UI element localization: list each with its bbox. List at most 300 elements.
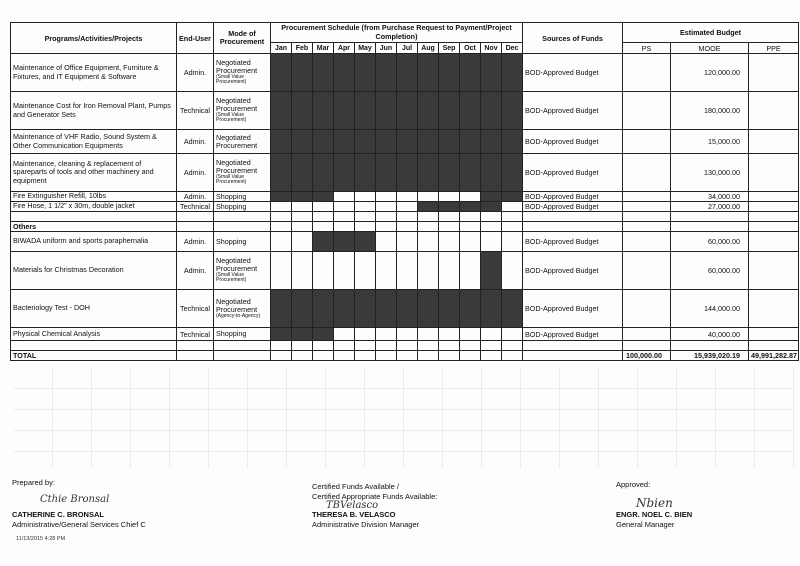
ps-cell bbox=[623, 192, 671, 202]
certified-name: THERESA B. VELASCO bbox=[312, 510, 396, 519]
procurement-plan-table bbox=[10, 22, 799, 361]
empty-cell bbox=[523, 222, 623, 232]
schedule-cell-jul bbox=[397, 232, 418, 252]
schedule-cell-dec bbox=[502, 328, 523, 341]
certified-signatory bbox=[312, 510, 419, 530]
empty-cell bbox=[418, 222, 439, 232]
schedule-cell-aug bbox=[418, 290, 439, 328]
schedule-cell-may bbox=[355, 130, 376, 154]
certified-label-1: Certified Funds Available / bbox=[312, 482, 399, 491]
schedule-cell-aug bbox=[418, 54, 439, 92]
header-month-jan: Jan bbox=[271, 43, 292, 54]
schedule-cell-aug bbox=[418, 154, 439, 192]
mode-main: Negotiated Procurement bbox=[216, 158, 258, 176]
ppe-cell bbox=[749, 92, 799, 130]
empty-cell bbox=[313, 351, 334, 361]
fund-source-cell: BOD-Approved Budget bbox=[523, 232, 623, 252]
mode-cell bbox=[214, 202, 271, 212]
schedule-cell-oct bbox=[460, 154, 481, 192]
empty-cell bbox=[376, 351, 397, 361]
mode-sub: (Agency-to-Agency) bbox=[216, 312, 261, 319]
table-row bbox=[11, 192, 799, 202]
schedule-cell-feb bbox=[292, 154, 313, 192]
schedule-cell-sep bbox=[439, 54, 460, 92]
header-ps: PS bbox=[623, 43, 671, 54]
ps-cell bbox=[623, 92, 671, 130]
schedule-cell-jan bbox=[271, 328, 292, 341]
certified-label-2: Certified Appropriate Funds Available: bbox=[312, 492, 438, 502]
schedule-cell-dec bbox=[502, 290, 523, 328]
schedule-cell-dec bbox=[502, 154, 523, 192]
table-row bbox=[11, 328, 799, 341]
ps-cell bbox=[623, 54, 671, 92]
schedule-cell-may bbox=[355, 290, 376, 328]
mooe-cell: 60,000.00 bbox=[671, 232, 749, 252]
schedule-cell-feb bbox=[292, 130, 313, 154]
mode-cell bbox=[214, 154, 271, 192]
mode-cell bbox=[214, 252, 271, 290]
prepared-by-block bbox=[12, 478, 55, 488]
empty-cell bbox=[523, 212, 623, 222]
empty-cell bbox=[623, 222, 671, 232]
schedule-cell-nov bbox=[481, 192, 502, 202]
empty-cell bbox=[397, 222, 418, 232]
empty-cell bbox=[313, 212, 334, 222]
header-mooe: MOOE bbox=[671, 43, 749, 54]
fund-source-cell: BOD-Approved Budget bbox=[523, 202, 623, 212]
schedule-cell-aug bbox=[418, 130, 439, 154]
ppe-cell bbox=[749, 328, 799, 341]
empty-cell bbox=[502, 341, 523, 351]
mode-main: Shopping bbox=[216, 201, 247, 211]
table-row bbox=[11, 154, 799, 192]
schedule-cell-jun bbox=[376, 252, 397, 290]
schedule-cell-dec bbox=[502, 130, 523, 154]
schedule-cell-jun bbox=[376, 92, 397, 130]
ppe-cell bbox=[749, 130, 799, 154]
header-month-jun: Jun bbox=[376, 43, 397, 54]
schedule-cell-sep bbox=[439, 328, 460, 341]
schedule-cell-mar bbox=[313, 290, 334, 328]
schedule-cell-nov bbox=[481, 290, 502, 328]
schedule-cell-apr bbox=[334, 252, 355, 290]
schedule-cell-jul bbox=[397, 202, 418, 212]
schedule-cell-jul bbox=[397, 130, 418, 154]
empty-cell bbox=[271, 351, 292, 361]
program-cell: Bacteriology Test - DOH bbox=[11, 290, 177, 328]
schedule-cell-jul bbox=[397, 252, 418, 290]
empty-cell bbox=[271, 212, 292, 222]
schedule-cell-mar bbox=[313, 54, 334, 92]
schedule-cell-dec bbox=[502, 92, 523, 130]
program-cell: Maintenance Cost for Iron Removal Plant, Pumps and Generator Sets bbox=[11, 92, 177, 130]
empty-cell bbox=[334, 351, 355, 361]
empty-cell bbox=[334, 212, 355, 222]
end-user-cell: Admin. bbox=[177, 252, 214, 290]
program-cell: Fire Hose, 1 1/2" x 30m, double jacket bbox=[11, 202, 177, 212]
mooe-cell: 120,000.00 bbox=[671, 54, 749, 92]
schedule-cell-jul bbox=[397, 328, 418, 341]
schedule-cell-jul bbox=[397, 192, 418, 202]
schedule-cell-sep bbox=[439, 290, 460, 328]
empty-cell bbox=[481, 351, 502, 361]
schedule-cell-nov bbox=[481, 232, 502, 252]
schedule-cell-may bbox=[355, 192, 376, 202]
fund-source-cell: BOD-Approved Budget bbox=[523, 328, 623, 341]
total-label: TOTAL bbox=[11, 351, 177, 361]
empty-cell bbox=[376, 222, 397, 232]
schedule-cell-apr bbox=[334, 154, 355, 192]
approved-label: Approved: bbox=[616, 480, 651, 489]
mode-main: Shopping bbox=[216, 329, 247, 339]
section-row bbox=[11, 222, 799, 232]
schedule-cell-oct bbox=[460, 252, 481, 290]
mode-main: Negotiated Procurement bbox=[216, 58, 258, 76]
schedule-cell-jan bbox=[271, 252, 292, 290]
schedule-cell-jan bbox=[271, 130, 292, 154]
empty-cell bbox=[313, 222, 334, 232]
schedule-cell-nov bbox=[481, 54, 502, 92]
end-user-cell: Admin. bbox=[177, 154, 214, 192]
mode-cell bbox=[214, 290, 271, 328]
schedule-cell-oct bbox=[460, 202, 481, 212]
program-cell: Maintenance of VHF Radio, Sound System & Other Communication Equipments bbox=[11, 130, 177, 154]
empty-cell bbox=[481, 212, 502, 222]
empty-cell bbox=[355, 212, 376, 222]
empty-cell bbox=[460, 351, 481, 361]
mode-main: Negotiated Procurement bbox=[216, 296, 258, 314]
schedule-cell-mar bbox=[313, 328, 334, 341]
schedule-cell-jun bbox=[376, 202, 397, 212]
empty-cell bbox=[177, 222, 214, 232]
fund-source-cell: BOD-Approved Budget bbox=[523, 252, 623, 290]
schedule-cell-jan bbox=[271, 92, 292, 130]
empty-cell bbox=[376, 212, 397, 222]
mode-sub: (Small Value Procurement) bbox=[216, 272, 247, 284]
schedule-cell-sep bbox=[439, 130, 460, 154]
prepared-signature: Cthie Bronsal bbox=[40, 494, 110, 505]
empty-cell bbox=[749, 212, 799, 222]
empty-cell bbox=[313, 341, 334, 351]
blank-row bbox=[11, 212, 799, 222]
header-month-may: May bbox=[355, 43, 376, 54]
empty-cell bbox=[397, 341, 418, 351]
header-month-nov: Nov bbox=[481, 43, 502, 54]
schedule-cell-oct bbox=[460, 92, 481, 130]
end-user-cell: Technical bbox=[177, 92, 214, 130]
empty-cell bbox=[749, 222, 799, 232]
ppe-cell bbox=[749, 192, 799, 202]
mode-cell bbox=[214, 130, 271, 154]
certified-title: Administrative Division Manager bbox=[312, 520, 420, 530]
ps-cell bbox=[623, 130, 671, 154]
empty-cell bbox=[460, 222, 481, 232]
total-ps: 100,000.00 bbox=[623, 351, 671, 361]
approved-name: ENGR. NOEL C. BIEN bbox=[616, 510, 693, 519]
mooe-cell: 144,000.00 bbox=[671, 290, 749, 328]
empty-cell bbox=[376, 341, 397, 351]
end-user-cell: Admin. bbox=[177, 130, 214, 154]
program-cell: Maintenance of Office Equipment, Furniture & Fixtures, and IT Equipment & Software bbox=[11, 54, 177, 92]
header-month-mar: Mar bbox=[313, 43, 334, 54]
schedule-cell-jan bbox=[271, 192, 292, 202]
mode-main: Negotiated Procurement bbox=[216, 256, 258, 274]
schedule-cell-oct bbox=[460, 290, 481, 328]
schedule-cell-jan bbox=[271, 54, 292, 92]
total-row bbox=[11, 351, 799, 361]
total-mooe: 15,939,020.19 bbox=[671, 351, 749, 361]
empty-cell bbox=[214, 351, 271, 361]
end-user-cell: Technical bbox=[177, 290, 214, 328]
schedule-cell-may bbox=[355, 92, 376, 130]
table-row bbox=[11, 232, 799, 252]
header-mode: Mode of Procurement bbox=[214, 23, 271, 54]
table-row bbox=[11, 252, 799, 290]
schedule-cell-jul bbox=[397, 54, 418, 92]
empty-cell bbox=[481, 222, 502, 232]
mode-main: Shopping bbox=[216, 191, 247, 201]
empty-cell bbox=[523, 341, 623, 351]
schedule-cell-dec bbox=[502, 54, 523, 92]
schedule-cell-oct bbox=[460, 232, 481, 252]
schedule-cell-feb bbox=[292, 54, 313, 92]
schedule-cell-jul bbox=[397, 92, 418, 130]
empty-cell bbox=[11, 212, 177, 222]
schedule-cell-may bbox=[355, 328, 376, 341]
schedule-cell-jul bbox=[397, 290, 418, 328]
schedule-cell-jun bbox=[376, 192, 397, 202]
empty-cell bbox=[418, 351, 439, 361]
mode-cell bbox=[214, 54, 271, 92]
schedule-cell-jun bbox=[376, 290, 397, 328]
schedule-cell-sep bbox=[439, 202, 460, 212]
empty-cell bbox=[292, 351, 313, 361]
empty-cell bbox=[292, 222, 313, 232]
empty-cell bbox=[749, 341, 799, 351]
empty-cell bbox=[11, 341, 177, 351]
mode-cell bbox=[214, 328, 271, 341]
empty-cell bbox=[355, 341, 376, 351]
ppe-cell bbox=[749, 252, 799, 290]
empty-cell bbox=[271, 222, 292, 232]
mode-sub: (Small Value Procurement) bbox=[216, 74, 247, 86]
schedule-cell-apr bbox=[334, 92, 355, 130]
schedule-cell-apr bbox=[334, 192, 355, 202]
mooe-cell: 180,000.00 bbox=[671, 92, 749, 130]
schedule-cell-oct bbox=[460, 130, 481, 154]
schedule-cell-mar bbox=[313, 252, 334, 290]
empty-cell bbox=[460, 341, 481, 351]
schedule-cell-aug bbox=[418, 92, 439, 130]
header-month-aug: Aug bbox=[418, 43, 439, 54]
header-month-apr: Apr bbox=[334, 43, 355, 54]
schedule-cell-jun bbox=[376, 54, 397, 92]
mooe-cell: 27,000.00 bbox=[671, 202, 749, 212]
schedule-cell-may bbox=[355, 202, 376, 212]
ppe-cell bbox=[749, 202, 799, 212]
schedule-cell-may bbox=[355, 252, 376, 290]
schedule-cell-aug bbox=[418, 232, 439, 252]
empty-cell bbox=[523, 351, 623, 361]
blank-row bbox=[11, 341, 799, 351]
approved-signatory bbox=[616, 510, 692, 530]
schedule-cell-may bbox=[355, 154, 376, 192]
schedule-cell-mar bbox=[313, 232, 334, 252]
schedule-cell-feb bbox=[292, 290, 313, 328]
mode-main: Negotiated Procurement bbox=[216, 96, 258, 114]
schedule-cell-feb bbox=[292, 232, 313, 252]
empty-cell bbox=[502, 222, 523, 232]
schedule-cell-feb bbox=[292, 192, 313, 202]
prepared-signatory bbox=[12, 510, 146, 530]
table-row bbox=[11, 54, 799, 92]
schedule-cell-feb bbox=[292, 252, 313, 290]
schedule-cell-apr bbox=[334, 202, 355, 212]
empty-cell bbox=[418, 341, 439, 351]
header-month-oct: Oct bbox=[460, 43, 481, 54]
schedule-cell-apr bbox=[334, 328, 355, 341]
schedule-cell-sep bbox=[439, 232, 460, 252]
schedule-cell-aug bbox=[418, 328, 439, 341]
header-month-feb: Feb bbox=[292, 43, 313, 54]
schedule-cell-may bbox=[355, 232, 376, 252]
empty-cell bbox=[439, 341, 460, 351]
empty-cell bbox=[439, 222, 460, 232]
schedule-cell-feb bbox=[292, 202, 313, 212]
schedule-cell-jun bbox=[376, 154, 397, 192]
schedule-cell-sep bbox=[439, 192, 460, 202]
schedule-cell-apr bbox=[334, 54, 355, 92]
fund-source-cell: BOD-Approved Budget bbox=[523, 154, 623, 192]
mode-main: Negotiated Procurement bbox=[216, 132, 258, 150]
header-schedule: Procurement Schedule (from Purchase Request to Payment/Project Completion) bbox=[271, 23, 523, 43]
empty-cell bbox=[671, 212, 749, 222]
schedule-cell-aug bbox=[418, 252, 439, 290]
schedule-cell-mar bbox=[313, 202, 334, 212]
schedule-cell-nov bbox=[481, 202, 502, 212]
header-budget: Estimated Budget bbox=[623, 23, 799, 43]
mode-cell bbox=[214, 192, 271, 202]
empty-cell bbox=[439, 351, 460, 361]
empty-cell bbox=[292, 341, 313, 351]
schedule-cell-nov bbox=[481, 92, 502, 130]
bleed-through-background bbox=[14, 368, 794, 468]
empty-cell bbox=[334, 341, 355, 351]
schedule-cell-mar bbox=[313, 154, 334, 192]
mode-cell bbox=[214, 232, 271, 252]
empty-cell bbox=[177, 341, 214, 351]
schedule-cell-aug bbox=[418, 202, 439, 212]
approved-by-block bbox=[616, 480, 650, 490]
table-row bbox=[11, 202, 799, 212]
schedule-cell-jun bbox=[376, 328, 397, 341]
schedule-cell-jun bbox=[376, 130, 397, 154]
header-end-user: End-User bbox=[177, 23, 214, 54]
ps-cell bbox=[623, 252, 671, 290]
schedule-cell-oct bbox=[460, 192, 481, 202]
fund-source-cell: BOD-Approved Budget bbox=[523, 290, 623, 328]
approved-title: General Manager bbox=[616, 520, 675, 530]
header-ppe: PPE bbox=[749, 43, 799, 54]
ppe-cell bbox=[749, 232, 799, 252]
empty-cell bbox=[334, 222, 355, 232]
empty-cell bbox=[671, 222, 749, 232]
section-label: Others bbox=[11, 222, 177, 232]
schedule-cell-jan bbox=[271, 232, 292, 252]
header-month-sep: Sep bbox=[439, 43, 460, 54]
ps-cell bbox=[623, 328, 671, 341]
schedule-cell-dec bbox=[502, 202, 523, 212]
empty-cell bbox=[418, 212, 439, 222]
empty-cell bbox=[460, 212, 481, 222]
fund-source-cell: BOD-Approved Budget bbox=[523, 54, 623, 92]
prepared-label: Prepared by: bbox=[12, 478, 55, 487]
empty-cell bbox=[355, 222, 376, 232]
ppe-cell bbox=[749, 54, 799, 92]
empty-cell bbox=[292, 212, 313, 222]
empty-cell bbox=[481, 341, 502, 351]
empty-cell bbox=[439, 212, 460, 222]
program-cell: Materials for Christmas Decoration bbox=[11, 252, 177, 290]
schedule-cell-apr bbox=[334, 232, 355, 252]
schedule-cell-jul bbox=[397, 154, 418, 192]
schedule-cell-may bbox=[355, 54, 376, 92]
schedule-cell-dec bbox=[502, 252, 523, 290]
end-user-cell: Admin. bbox=[177, 192, 214, 202]
empty-cell bbox=[214, 341, 271, 351]
ppe-cell bbox=[749, 290, 799, 328]
fund-source-cell: BOD-Approved Budget bbox=[523, 192, 623, 202]
mode-main: Shopping bbox=[216, 236, 247, 246]
schedule-cell-nov bbox=[481, 328, 502, 341]
ps-cell bbox=[623, 290, 671, 328]
mooe-cell: 34,000.00 bbox=[671, 192, 749, 202]
end-user-cell: Technical bbox=[177, 328, 214, 341]
schedule-cell-oct bbox=[460, 54, 481, 92]
mode-sub: (Small Value Procurement) bbox=[216, 112, 247, 124]
empty-cell bbox=[623, 341, 671, 351]
mode-cell bbox=[214, 92, 271, 130]
print-timestamp: 11/13/2015 4:28 PM bbox=[16, 536, 66, 542]
empty-cell bbox=[177, 351, 214, 361]
schedule-cell-jun bbox=[376, 232, 397, 252]
ps-cell bbox=[623, 232, 671, 252]
program-cell: BIWADA uniform and sports paraphernalia bbox=[11, 232, 177, 252]
schedule-cell-nov bbox=[481, 252, 502, 290]
empty-cell bbox=[671, 341, 749, 351]
schedule-cell-mar bbox=[313, 130, 334, 154]
schedule-cell-sep bbox=[439, 252, 460, 290]
ps-cell bbox=[623, 202, 671, 212]
table-row bbox=[11, 92, 799, 130]
prepared-name: CATHERINE C. BRONSAL bbox=[12, 510, 104, 519]
mooe-cell: 60,000.00 bbox=[671, 252, 749, 290]
certified-signature: TBVelasco bbox=[326, 500, 379, 511]
schedule-cell-apr bbox=[334, 290, 355, 328]
empty-cell bbox=[502, 351, 523, 361]
end-user-cell: Admin. bbox=[177, 54, 214, 92]
schedule-cell-mar bbox=[313, 192, 334, 202]
schedule-cell-sep bbox=[439, 154, 460, 192]
end-user-cell: Technical bbox=[177, 202, 214, 212]
schedule-cell-feb bbox=[292, 92, 313, 130]
schedule-cell-mar bbox=[313, 92, 334, 130]
schedule-cell-dec bbox=[502, 232, 523, 252]
empty-cell bbox=[397, 351, 418, 361]
empty-cell bbox=[271, 341, 292, 351]
empty-cell bbox=[355, 351, 376, 361]
schedule-cell-dec bbox=[502, 192, 523, 202]
